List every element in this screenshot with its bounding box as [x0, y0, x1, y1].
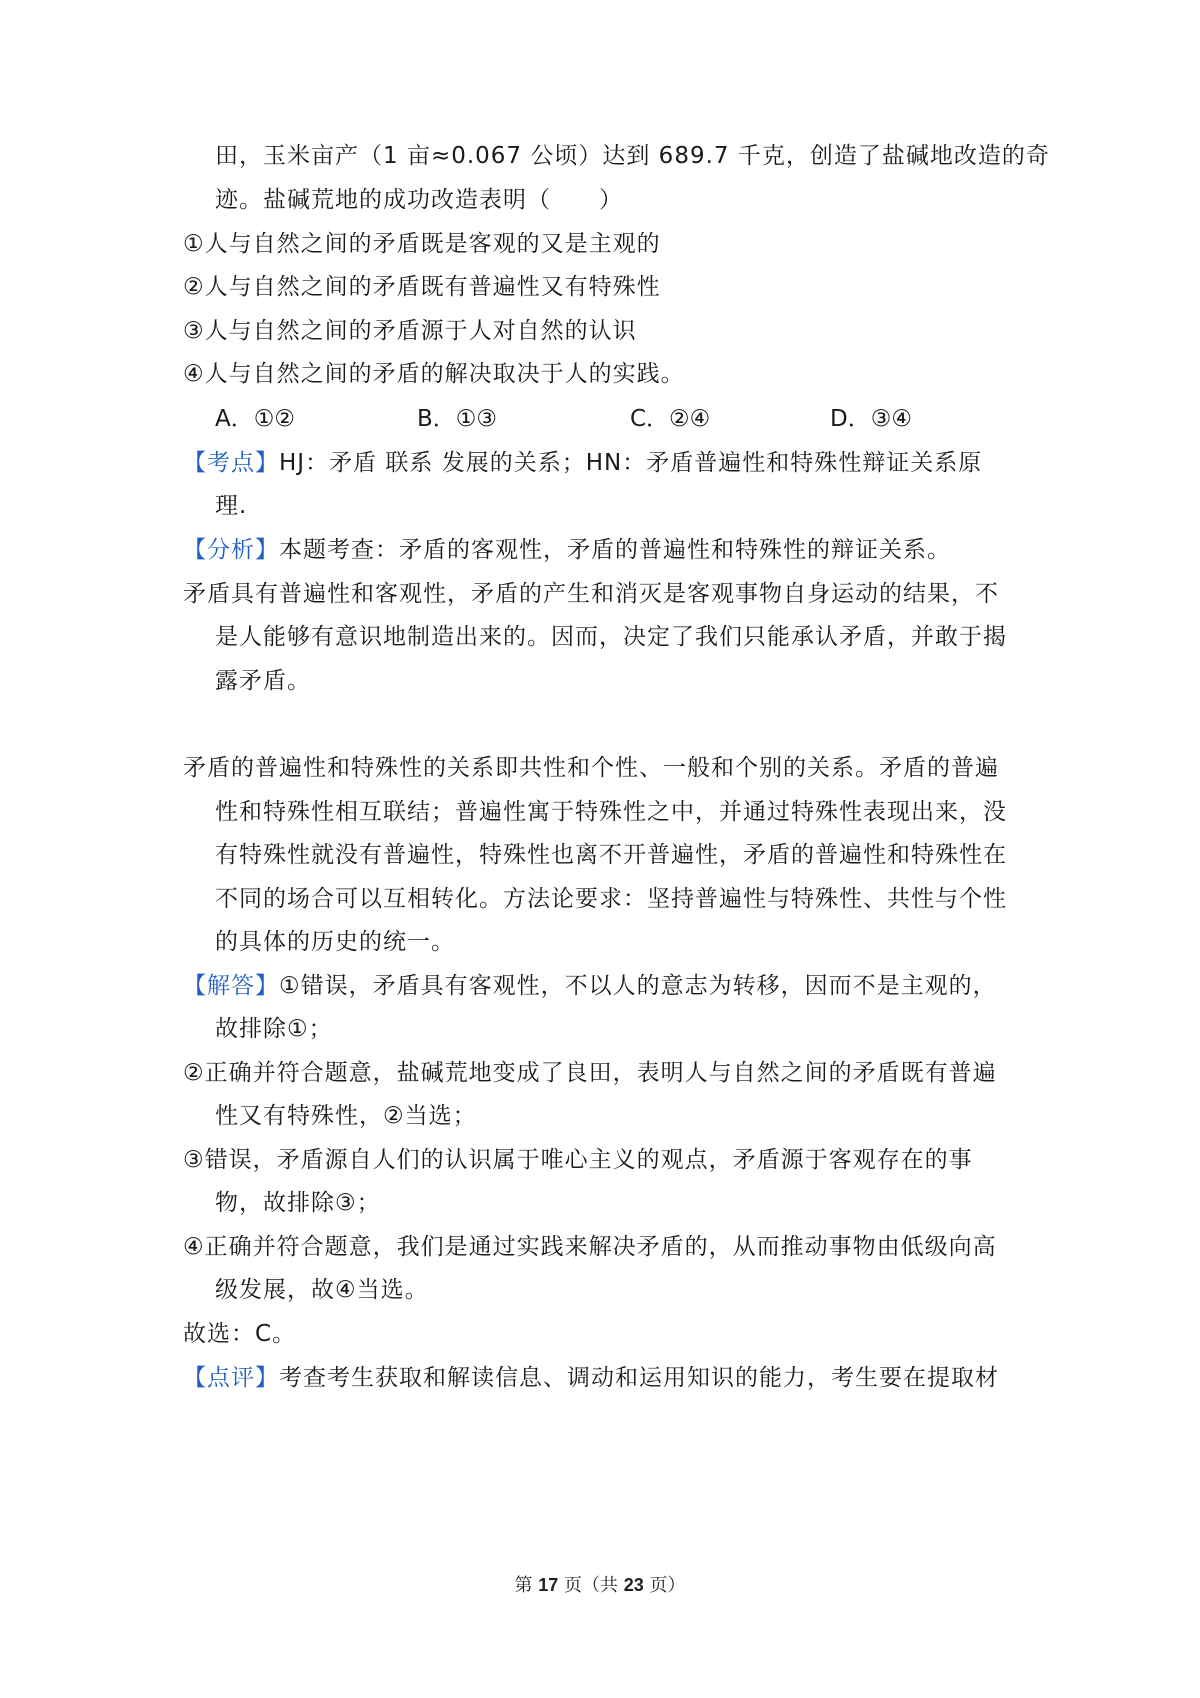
fenxi-text: 本题考查：矛盾的客观性，矛盾的普遍性和特殊性的辩证关系。: [279, 537, 951, 563]
page-total: 23: [623, 1575, 644, 1595]
kaodian-text: HJ：矛盾 联系 发展的关系；HN：矛盾普遍性和特殊性辩证关系原: [279, 450, 983, 476]
jieda-item-line: ②正确并符合题意，盐碱荒地变成了良田，表明人与自然之间的矛盾既有普遍: [183, 1060, 997, 1086]
question-text-line: 田，玉米亩产（1 亩≈0.067 公顷）达到 689.7 千克，创造了盐碱地改造的奇: [215, 143, 1050, 169]
page-footer: [0, 1571, 1200, 1597]
dianping-text: 考查考生获取和解读信息、调动和运用知识的能力，考生要在提取材: [279, 1365, 999, 1391]
fenxi-p1-line: 矛盾具有普遍性和客观性，矛盾的产生和消灭是客观事物自身运动的结果，不: [183, 581, 999, 607]
fenxi-line: [183, 535, 951, 565]
jieda-item-line: 级发展，故④当选。: [215, 1277, 429, 1303]
footer-suffix: 页）: [649, 1575, 686, 1596]
statement-4: ④人与自然之间的矛盾的解决取决于人的实践。: [183, 361, 685, 387]
final-answer: 故选：C。: [183, 1321, 297, 1347]
fenxi-p2-line: 性和特殊性相互联结；普遍性寓于特殊性之中，并通过特殊性表现出来，没: [215, 799, 1007, 825]
option-b: B．①③: [417, 406, 498, 432]
fenxi-p2-line: 不同的场合可以互相转化。方法论要求：坚持普遍性与特殊性、共性与个性: [215, 886, 1007, 912]
fenxi-tag: 【分析】: [183, 537, 279, 563]
question-text-line: 迹。盐碱荒地的成功改造表明（ ）: [215, 187, 623, 213]
option-d: D．③④: [830, 406, 912, 432]
fenxi-p2-line: 的具体的历史的统一。: [215, 929, 455, 955]
kaodian-continuation: 理.: [215, 493, 248, 519]
footer-middle: 页（共: [564, 1575, 618, 1596]
dianping-tag: 【点评】: [183, 1365, 279, 1391]
jieda-text: ①错误，矛盾具有客观性，不以人的意志为转移，因而不是主观的，: [279, 973, 997, 999]
page-number: 17: [538, 1575, 559, 1595]
jieda-item-line: ③错误，矛盾源自人们的认识属于唯心主义的观点，矛盾源于客观存在的事: [183, 1147, 973, 1173]
footer-prefix: 第: [514, 1575, 533, 1596]
statement-1: ①人与自然之间的矛盾既是客观的又是主观的: [183, 231, 661, 257]
dianping-line: [183, 1363, 999, 1393]
fenxi-p1-line: 露矛盾。: [215, 668, 311, 694]
fenxi-p2-line: 有特殊性就没有普遍性，特殊性也离不开普遍性，矛盾的普遍性和特殊性在: [215, 842, 1007, 868]
kaodian-tag: 【考点】: [183, 450, 279, 476]
jieda-item-line: 性又有特殊性，②当选；: [215, 1103, 477, 1129]
fenxi-p2-line: 矛盾的普遍性和特殊性的关系即共性和个性、一般和个别的关系。矛盾的普遍: [183, 755, 999, 781]
jieda-item-line: 物，故排除③；: [215, 1190, 381, 1216]
option-c: C．②④: [630, 406, 711, 432]
jieda-line: [183, 971, 997, 1001]
fenxi-p1-line: 是人能够有意识地制造出来的。因而，决定了我们只能承认矛盾，并敢于揭: [215, 624, 1007, 650]
jieda-tag: 【解答】: [183, 973, 279, 999]
statement-2: ②人与自然之间的矛盾既有普遍性又有特殊性: [183, 274, 661, 300]
kaodian-line: [183, 448, 982, 478]
jieda-item-line: ④正确并符合题意，我们是通过实践来解决矛盾的，从而推动事物由低级向高: [183, 1234, 997, 1260]
statement-3: ③人与自然之间的矛盾源于人对自然的认识: [183, 318, 637, 344]
option-a: A．①②: [215, 406, 295, 432]
jieda-continuation: 故排除①；: [215, 1016, 333, 1042]
